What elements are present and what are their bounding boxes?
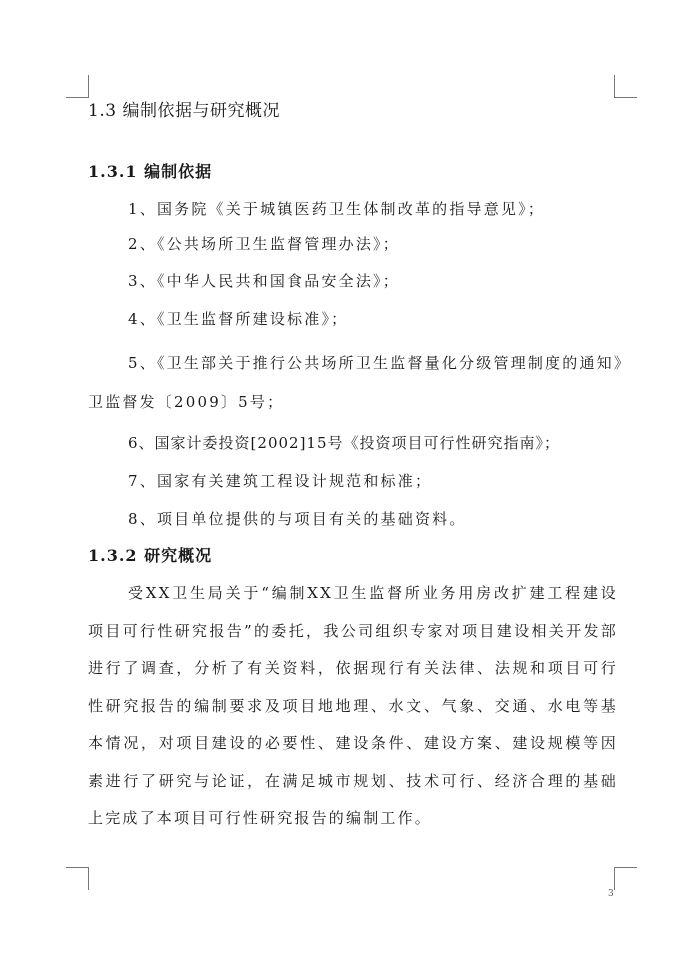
basis-item-5: 5、《卫生部关于推行公共场所卫生监督量化分级管理制度的通知》卫监督发〔2009〕5号；: [88, 354, 624, 411]
basis-item-2: 2、《公共场所卫生监督管理办法》；: [128, 235, 400, 253]
page-number: 3: [608, 889, 614, 899]
basis-item-8: 8、项目单位提供的与项目有关的基础资料。: [128, 510, 467, 528]
overview-paragraph: 受XX卫生局关于“编制XX卫生监督所业务用房改扩建工程建设项目可行性研究报告”的委托，我公司组织专家对项目建设相关开发部进行了调查，分析了有关资料，依据现行有关法律、法规和项目可行性研究报告的编制要求及项目地地理、水文、气象、交通、水电等基本情况，对项目建设的必要性、建设条件、建设方案、建设规模等因素进行了研究与论证，在满足城市规划、技术可行、经济合理的基础上完成了本项目可行性研究报告的编制工作。: [88, 584, 618, 827]
crop-mark-bottom-left: [66, 867, 89, 890]
overview-title: 1.3.2 研究概况: [88, 546, 213, 565]
basis-item-6: 6、国家计委投资[2002]15号《投资项目可行性研究指南》；: [128, 434, 561, 452]
basis-item-4: 4、《卫生监督所建设标准》；: [128, 310, 349, 328]
section-title: 1.3 编制依据与研究概况: [88, 101, 280, 121]
basis-item-7: 7、国家有关建筑工程设计规范和标准；: [128, 472, 433, 490]
crop-mark-bottom-right: [614, 867, 637, 890]
crop-mark-top-right: [614, 75, 637, 98]
basis-title: 1.3.1 编制依据: [88, 162, 213, 181]
crop-mark-top-left: [66, 75, 89, 98]
basis-item-1: 1、国务院《关于城镇医药卫生体制改革的指导意见》；: [128, 200, 546, 218]
basis-item-3: 3、《中华人民共和国食品安全法》；: [128, 272, 400, 290]
